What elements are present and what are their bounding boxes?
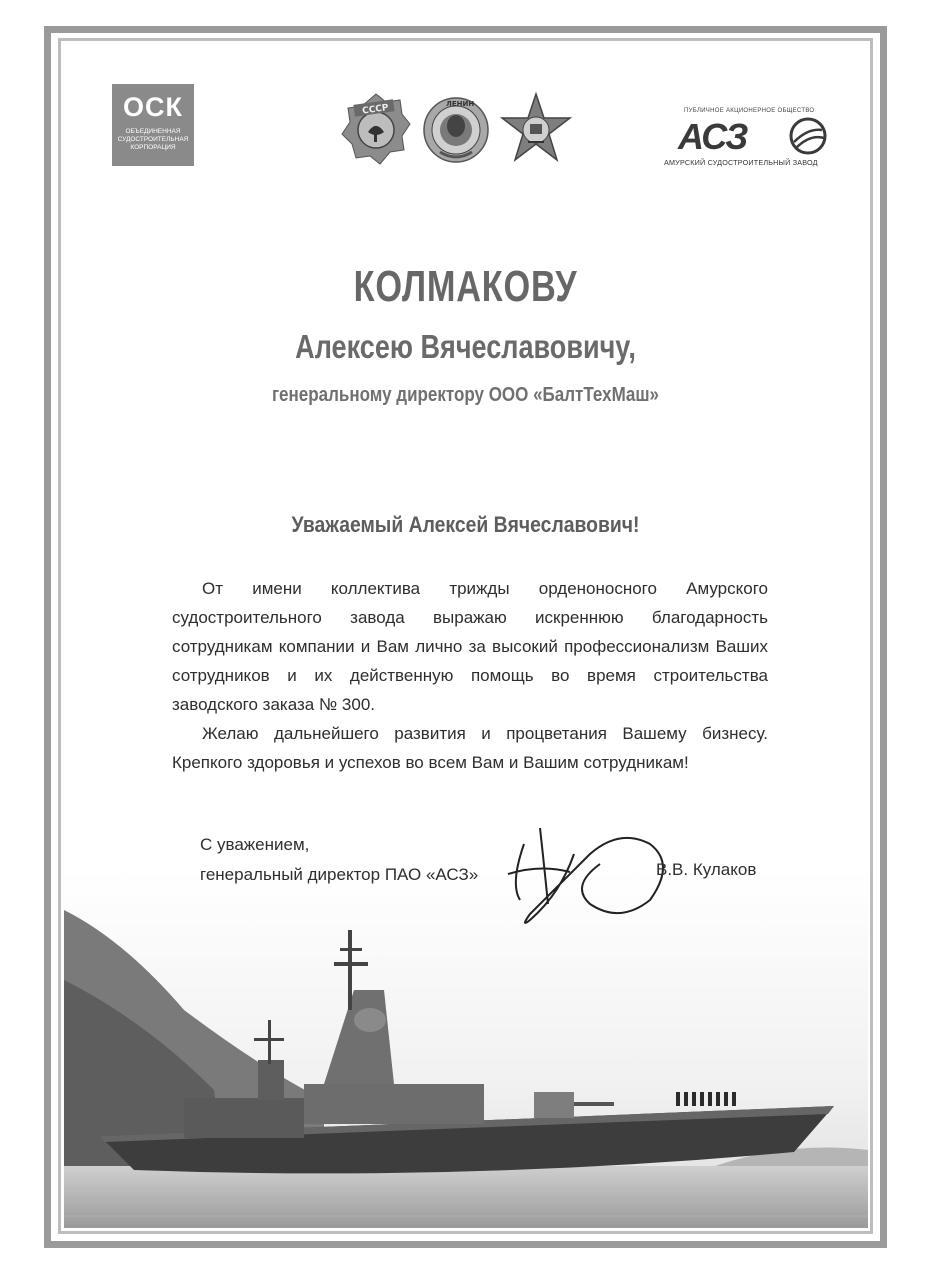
recipient-position: генеральному директору ООО «БалтТехМаш» [271,384,660,406]
asz-logo [660,108,830,170]
letter-body [172,574,768,777]
asz-logo-mark: АСЗ [678,116,748,157]
asz-logo-ring-icon [788,116,828,156]
medal-1-text: СССР [361,103,390,117]
medal-2-text: ЛЕНИН [446,100,475,108]
letter-paragraph: Желаю дальнейшего развития и процветания Вашему бизнесу. Крепкого здоровья и успехов во всем Вам и Вашим сотрудникам! [172,724,768,772]
closing-phrase: С уважением, [200,835,310,854]
signature-block-left [200,830,478,890]
osk-logo-caption-line: ОБЪЕДИНЕННАЯ [125,128,181,135]
handwritten-signature [500,824,680,934]
recipient-surname: КОЛМАКОВУ [353,262,578,311]
letter-salutation: Уважаемый Алексей Вячеславович! [291,512,640,537]
asz-logo-bottom-caption: АМУРСКИЙ СУДОСТРОИТЕЛЬНЫЙ ЗАВОД [664,158,818,167]
recipient-name: Алексею Вячеславовичу, [295,328,636,365]
osk-logo-caption-line: СУДОСТРОИТЕЛЬНАЯ [117,136,189,143]
signer-title: генеральный директор ПАО «АСЗ» [200,865,479,884]
osk-logo-caption [112,128,194,152]
osk-logo [112,84,194,166]
osk-logo-caption-line: КОРПОРАЦИЯ [130,144,176,151]
order-labor-red-banner-icon [340,92,412,168]
asz-logo-top-caption: ПУБЛИЧНОЕ АКЦИОНЕРНОЕ ОБЩЕСТВО [684,108,815,114]
order-red-star-icon [500,92,572,168]
signer-name: В.В. Кулаков [656,860,757,879]
corvette-ship-photo [64,870,868,1228]
osk-logo-abbr: ОСК [123,92,183,122]
letter-paragraph: От имени коллектива трижды орденоносного Амурского судостроительного завода выражаю искреннюю благодарность сотрудникам компании и Вам лично за высокий профессионализм Ваших сотрудников и их действенную помощь во время строительства заводского заказа № 300. [172,579,768,714]
order-lenin-icon [420,92,492,168]
